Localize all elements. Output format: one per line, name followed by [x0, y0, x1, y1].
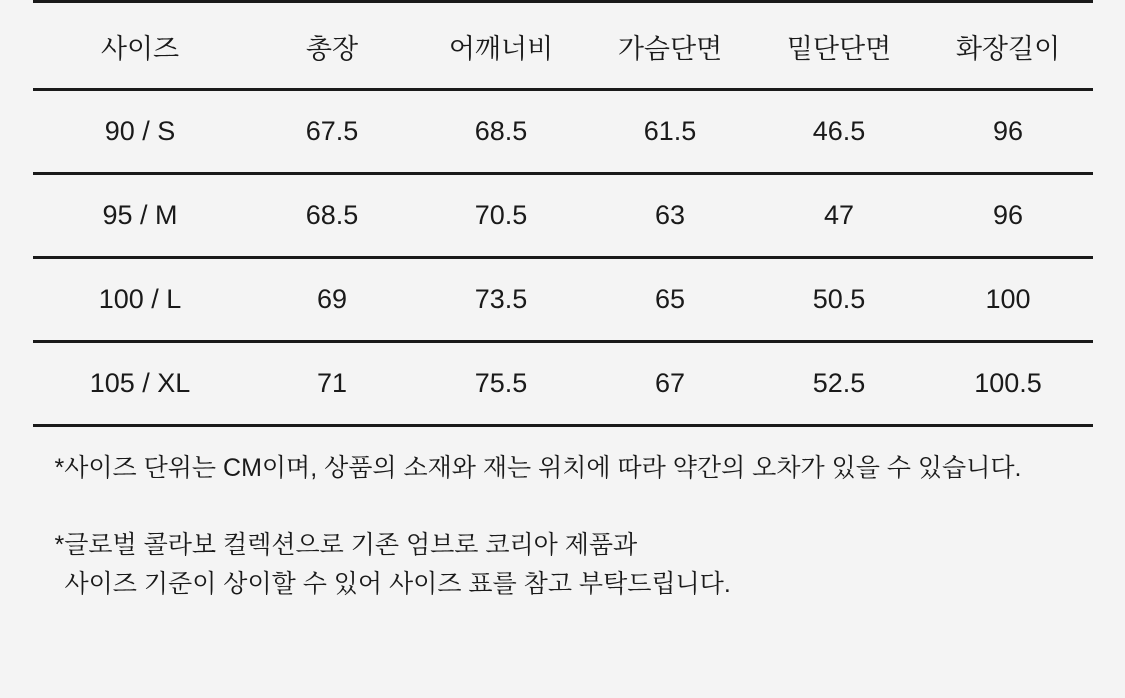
cell-hem: 52.5 [812, 368, 866, 398]
note-measurement-unit: *사이즈 단위는 CM이며, 상품의 소재와 재는 위치에 따라 약간의 오차가 있을 수 있습니다. [54, 454, 1022, 482]
column-header-total-length: 총장 [305, 34, 359, 64]
cell-total-length: 69 [316, 284, 348, 314]
table-row [33, 90, 1093, 174]
cell-size: 95 / M [102, 200, 178, 230]
cell-chest: 67 [654, 368, 686, 398]
cell-total-length: 67.5 [305, 116, 359, 146]
table-row [33, 174, 1093, 258]
cell-shoulder-width: 73.5 [474, 284, 528, 314]
table-row [33, 342, 1093, 426]
column-header-sleeve-length: 화장길이 [955, 34, 1061, 64]
table-header-row [33, 2, 1093, 90]
cell-hem: 50.5 [812, 284, 866, 314]
column-header-hem: 밑단단면 [786, 34, 892, 64]
cell-sleeve-length: 96 [992, 200, 1024, 230]
note-collab-line-1: *글로벌 콜라보 컬렉션으로 기존 엄브로 코리아 제품과 [54, 530, 638, 559]
cell-sleeve-length: 100 [985, 284, 1031, 314]
cell-shoulder-width: 75.5 [474, 368, 528, 398]
table-body [33, 90, 1093, 426]
cell-hem: 46.5 [812, 116, 866, 146]
cell-chest: 63 [654, 200, 686, 230]
cell-size: 90 / S [104, 116, 176, 146]
table-row [33, 258, 1093, 342]
notes-section [33, 427, 1093, 603]
cell-size: 105 / XL [89, 368, 191, 398]
cell-total-length: 71 [316, 368, 348, 398]
note-spacer [33, 488, 1093, 526]
cell-size: 100 / L [98, 284, 182, 314]
cell-hem: 47 [823, 200, 855, 230]
column-header-size: 사이즈 [100, 34, 180, 64]
column-header-shoulder-width: 어깨너비 [448, 34, 554, 64]
cell-sleeve-length: 100.5 [974, 368, 1042, 398]
cell-sleeve-length: 96 [992, 116, 1024, 146]
note-collab-line-2: 사이즈 기준이 상이할 수 있어 사이즈 표를 참고 부탁드립니다. [64, 569, 731, 598]
cell-chest: 65 [654, 284, 686, 314]
column-header-chest: 가슴단면 [617, 34, 723, 64]
table-header [33, 2, 1093, 90]
cell-total-length: 68.5 [305, 200, 359, 230]
cell-shoulder-width: 68.5 [474, 116, 528, 146]
cell-shoulder-width: 70.5 [474, 200, 528, 230]
cell-chest: 61.5 [643, 116, 697, 146]
size-table [33, 0, 1093, 427]
